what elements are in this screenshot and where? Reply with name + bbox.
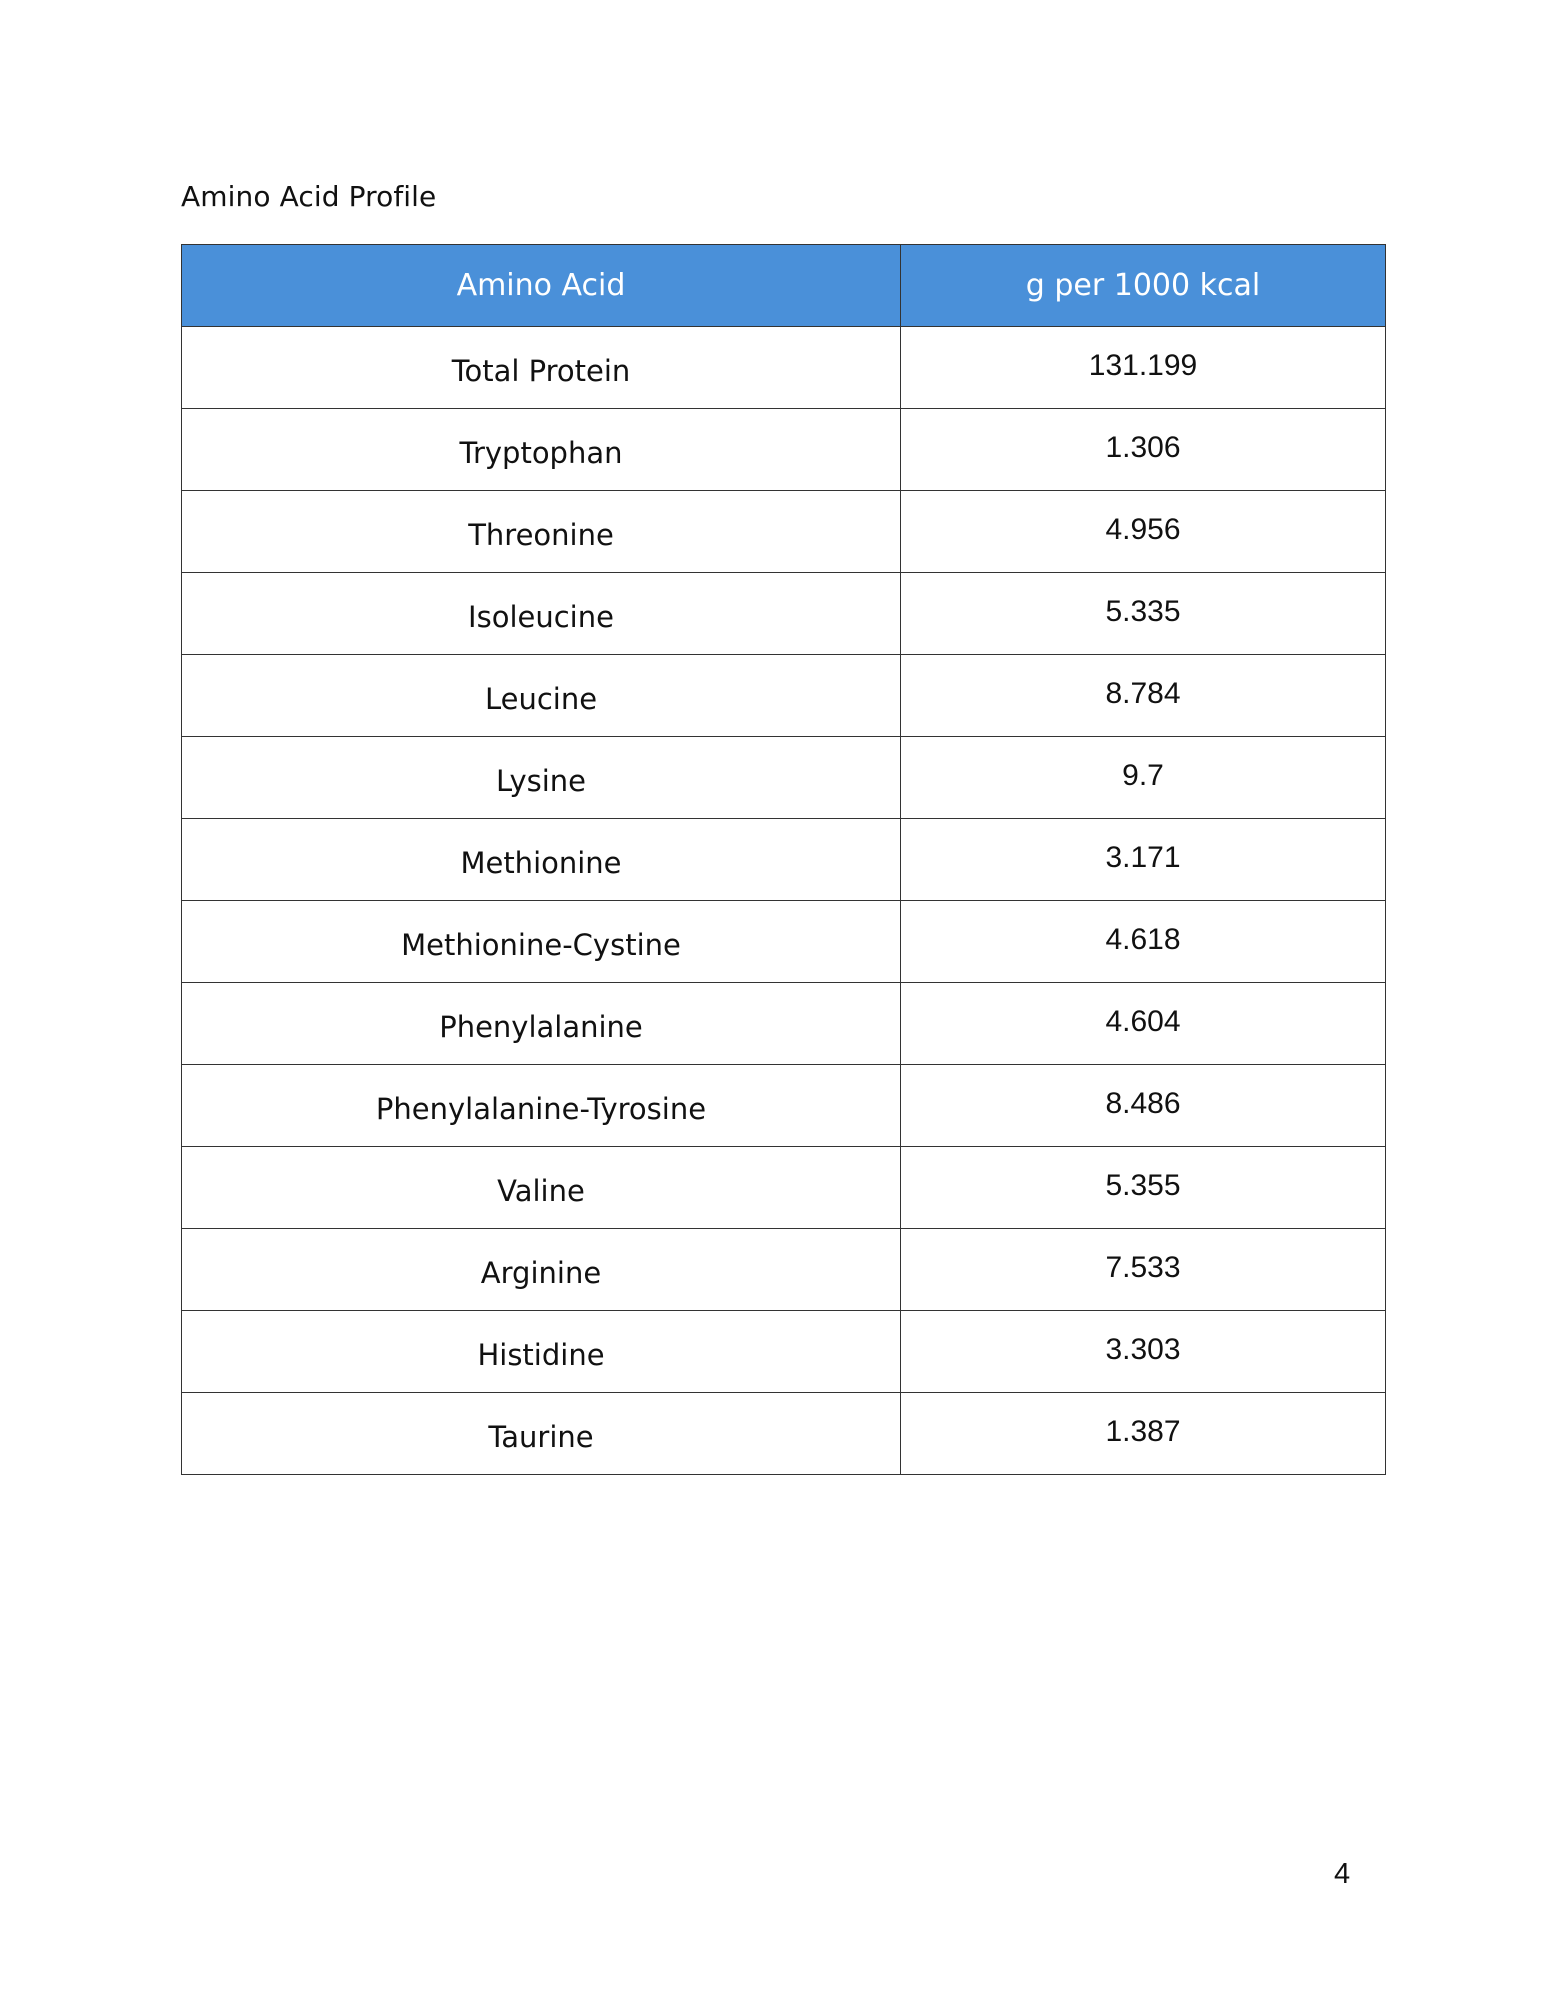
amino-acid-name: Total Protein: [182, 327, 901, 409]
amino-acid-value: 1.387: [901, 1393, 1386, 1475]
amino-acid-name: Valine: [182, 1147, 901, 1229]
table-row: [182, 1229, 1386, 1311]
section-title: Amino Acid Profile: [181, 180, 437, 213]
amino-acid-value: 9.7: [901, 737, 1386, 819]
table-row: [182, 327, 1386, 409]
table-row: [182, 491, 1386, 573]
amino-acid-value: 4.618: [901, 901, 1386, 983]
column-header-amino-acid: Amino Acid: [182, 245, 901, 327]
table-row: [182, 983, 1386, 1065]
amino-acid-value: 5.355: [901, 1147, 1386, 1229]
table-row: [182, 1065, 1386, 1147]
amino-acid-table: [181, 244, 1386, 1475]
table-row: [182, 737, 1386, 819]
table-row: [182, 901, 1386, 983]
table-header-row: [182, 245, 1386, 327]
amino-acid-name: Threonine: [182, 491, 901, 573]
amino-acid-name: Histidine: [182, 1311, 901, 1393]
amino-acid-name: Arginine: [182, 1229, 901, 1311]
amino-acid-name: Methionine: [182, 819, 901, 901]
amino-acid-value: 4.956: [901, 491, 1386, 573]
amino-acid-name: Methionine-Cystine: [182, 901, 901, 983]
amino-acid-value: 8.486: [901, 1065, 1386, 1147]
amino-acid-value: 3.171: [901, 819, 1386, 901]
amino-acid-name: Tryptophan: [182, 409, 901, 491]
table-row: [182, 573, 1386, 655]
amino-acid-name: Leucine: [182, 655, 901, 737]
amino-acid-value: 8.784: [901, 655, 1386, 737]
amino-acid-value: 4.604: [901, 983, 1386, 1065]
amino-acid-name: Lysine: [182, 737, 901, 819]
amino-acid-value: 131.199: [901, 327, 1386, 409]
table-row: [182, 1147, 1386, 1229]
table-row: [182, 819, 1386, 901]
amino-acid-name: Isoleucine: [182, 573, 901, 655]
table-body: [182, 327, 1386, 1475]
table-row: [182, 1393, 1386, 1475]
amino-acid-name: Phenylalanine: [182, 983, 901, 1065]
amino-acid-name: Phenylalanine-Tyrosine: [182, 1065, 901, 1147]
amino-acid-value: 3.303: [901, 1311, 1386, 1393]
amino-acid-value: 1.306: [901, 409, 1386, 491]
amino-acid-name: Taurine: [182, 1393, 901, 1475]
table-row: [182, 1311, 1386, 1393]
column-header-g-per-1000-kcal: g per 1000 kcal: [901, 245, 1386, 327]
table-row: [182, 409, 1386, 491]
page-number: 4: [1334, 1858, 1351, 1890]
amino-acid-value: 5.335: [901, 573, 1386, 655]
amino-acid-value: 7.533: [901, 1229, 1386, 1311]
table-row: [182, 655, 1386, 737]
